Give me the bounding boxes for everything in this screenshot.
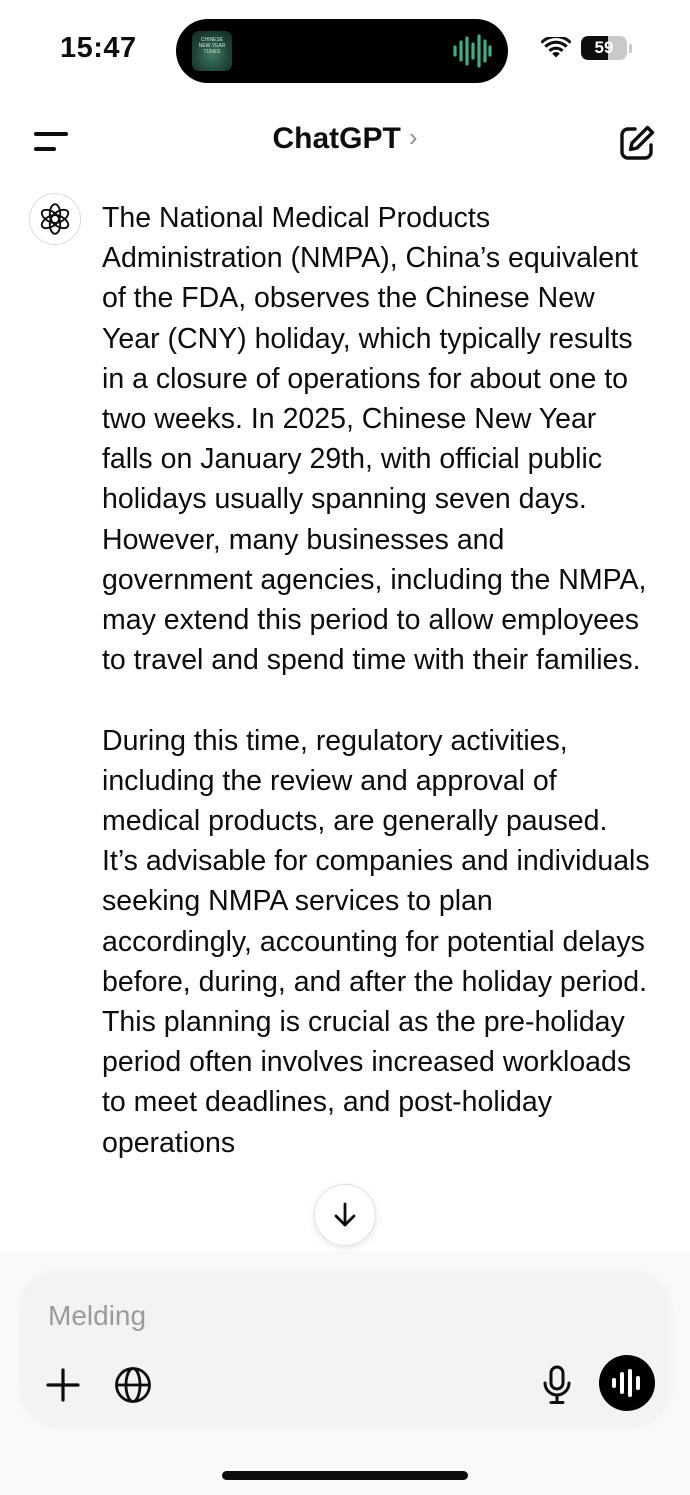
dynamic-island[interactable] xyxy=(176,19,508,83)
message-paragraph: The National Medical Products Administration (NMPA), China’s equivalent of the FDA, observes the Chinese New Year (CNY) holiday, which typically results in a closure of operations for about one to two weeks. In 2025, Chinese New Year falls on January 29th, with official public holidays usually spanning seven days. However, many businesses and government agencies, including the NMPA, may extend this period to allow employees to travel and spend time with their families. xyxy=(102,202,647,677)
chevron-right-icon: › xyxy=(408,122,418,152)
message-paragraph: During this time, regulatory activities, including the review and approval of medical products, are generally paused. It’s advisable for companies and individuals seeking NMPA services to plan accordingly, accounting for potential delays before, during, and after the holiday period. This planning is crucial as the pre-holiday period often involves increased workloads to meet deadlines, and post-holiday operations xyxy=(102,724,650,1159)
openai-logo-icon xyxy=(39,203,71,235)
battery-tip xyxy=(629,44,632,53)
chat-header xyxy=(0,110,690,174)
assistant-avatar xyxy=(29,193,81,245)
battery-icon xyxy=(581,36,627,60)
assistant-message xyxy=(102,198,650,1253)
message-input[interactable] xyxy=(48,1296,528,1336)
attach-button[interactable] xyxy=(42,1364,84,1406)
plus-icon xyxy=(46,1368,80,1402)
new-chat-button[interactable] xyxy=(618,124,656,162)
voice-mode-icon xyxy=(611,1369,643,1397)
new-chat-icon xyxy=(618,124,656,162)
now-playing-artwork xyxy=(192,31,232,71)
battery-percentage: 59 xyxy=(594,38,614,57)
page-title: ChatGPT xyxy=(272,122,401,155)
arrow-down-icon xyxy=(332,1201,358,1229)
home-indicator[interactable] xyxy=(222,1471,468,1480)
scroll-to-bottom-button[interactable] xyxy=(314,1184,376,1246)
now-playing-art-caption: CHINESE NEW YEAR TUNES xyxy=(198,37,226,55)
globe-icon xyxy=(114,1366,152,1404)
wifi-icon xyxy=(541,37,571,59)
status-indicators xyxy=(541,36,632,60)
status-time: 15:47 xyxy=(60,32,137,64)
voice-mode-button[interactable] xyxy=(599,1355,655,1411)
microphone-icon xyxy=(542,1365,572,1405)
web-search-button[interactable] xyxy=(112,1364,154,1406)
audio-wave-icon xyxy=(452,33,492,69)
message-composer xyxy=(22,1272,668,1424)
dictation-button[interactable] xyxy=(536,1362,578,1408)
model-selector[interactable] xyxy=(0,122,690,156)
